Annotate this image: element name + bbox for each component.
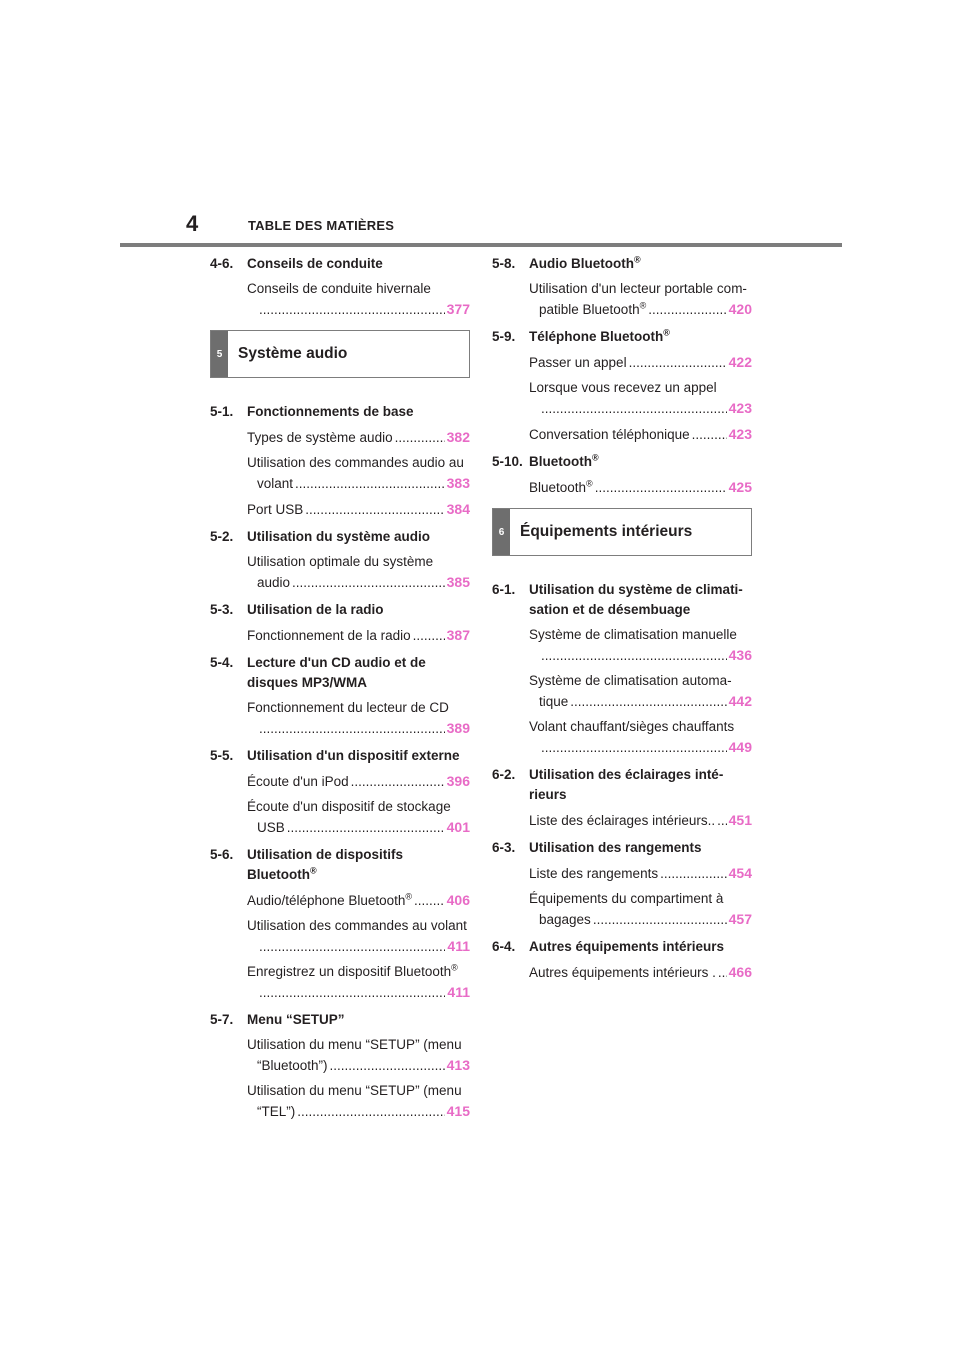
page-link[interactable]: 384 <box>446 501 470 517</box>
registered-mark: ® <box>663 327 670 338</box>
toc-entry[interactable] <box>247 279 470 320</box>
page-link[interactable]: 442 <box>728 693 752 709</box>
registered-mark: ® <box>633 254 641 265</box>
toc-entry[interactable] <box>529 424 752 445</box>
entry-label: Port USB <box>247 502 304 517</box>
section-title-cont: Bluetooth <box>247 867 310 882</box>
entry-label: Liste des éclairages intérieurs.. <box>529 813 716 828</box>
entry-label-cont: “TEL”) <box>257 1104 296 1119</box>
section-number: 5-6. <box>210 847 234 862</box>
toc-section-6-4 <box>492 935 752 983</box>
section-title-cont: disques MP3/WMA <box>247 675 368 690</box>
entry-label-cont: audio <box>257 575 291 590</box>
registered-mark: ® <box>405 891 413 902</box>
entry-label: Liste des rangements <box>529 866 659 881</box>
toc-entry[interactable] <box>247 916 470 957</box>
toc-section-5-9 <box>492 325 752 445</box>
entry-label: Système de climatisation automa- <box>529 673 732 688</box>
page-link[interactable]: 466 <box>728 964 752 980</box>
section-title: Téléphone Bluetooth <box>529 329 664 344</box>
toc-entry[interactable] <box>529 717 752 758</box>
toc-entry[interactable] <box>247 962 470 1003</box>
toc-entry[interactable] <box>247 797 470 838</box>
entry-label-cont: tique <box>539 694 569 709</box>
toc-section-5-6 <box>210 843 470 1003</box>
page-link[interactable]: 451 <box>728 812 752 828</box>
entry-label: Volant chauffant/sièges chauffants <box>529 719 735 734</box>
chapter-tab: 5 <box>211 331 228 377</box>
toc-entry[interactable] <box>247 698 470 739</box>
entry-label-cont: USB <box>257 820 285 835</box>
toc-entry[interactable] <box>529 863 752 884</box>
page-link[interactable]: 449 <box>728 739 752 755</box>
header-rule <box>120 243 842 247</box>
section-number: 6-2. <box>492 767 516 782</box>
entry-label: Bluetooth <box>529 480 587 495</box>
entry-label-cont: patible Bluetooth <box>539 302 640 317</box>
entry-label: Passer un appel <box>529 355 627 370</box>
page-link[interactable]: 423 <box>728 426 752 442</box>
section-title: Autres équipements intérieurs <box>529 939 725 954</box>
section-number: 5-5. <box>210 748 234 763</box>
section-number: 5-10. <box>492 454 523 469</box>
section-title: Utilisation de dispositifs <box>247 847 404 862</box>
page-link[interactable]: 415 <box>446 1103 470 1119</box>
section-title: Menu “SETUP” <box>247 1012 345 1027</box>
entry-label: Écoute d'un dispositif de stockage <box>247 799 451 814</box>
toc-column-right <box>492 252 752 983</box>
chapter-banner-6[interactable] <box>492 508 752 556</box>
page-title: TABLE DES MATIÈRES <box>248 218 395 233</box>
section-title: Lecture d'un CD audio et de <box>247 655 426 670</box>
section-number: 5-7. <box>210 1012 234 1027</box>
section-title: Utilisation du système de climati- <box>529 582 743 597</box>
toc-section-5-4 <box>210 651 470 739</box>
section-title-cont: rieurs <box>529 787 567 802</box>
entry-label: Types de système audio <box>247 430 393 445</box>
toc-entry[interactable] <box>529 477 752 498</box>
section-number: 5-1. <box>210 404 234 419</box>
entry-label: Conseils de conduite hivernale <box>247 281 431 296</box>
toc-section-5-2 <box>210 525 470 593</box>
toc-entry[interactable] <box>529 810 752 831</box>
entry-label: Audio/téléphone Bluetooth <box>247 893 406 908</box>
page-link[interactable]: 411 <box>447 938 470 954</box>
toc-entry[interactable] <box>247 625 470 646</box>
section-title: Utilisation des éclairages inté- <box>529 767 724 782</box>
toc-section-4-6 <box>210 252 470 320</box>
entry-label: Autres équipements intérieurs . <box>529 965 716 980</box>
entry-label: Conversation téléphonique <box>529 427 690 442</box>
entry-label: Utilisation d'un lecteur portable com- <box>529 281 747 296</box>
section-number: 5-4. <box>210 655 234 670</box>
section-title: Utilisation de la radio <box>247 602 384 617</box>
registered-mark: ® <box>592 452 599 463</box>
section-title: Utilisation des rangements <box>529 840 702 855</box>
page-link[interactable]: 396 <box>446 773 470 789</box>
page-link[interactable]: 377 <box>446 301 470 317</box>
toc-entry[interactable] <box>247 552 470 593</box>
page-link[interactable]: 436 <box>728 647 752 663</box>
chapter-banner-5[interactable] <box>210 330 470 378</box>
entry-label: Utilisation du menu “SETUP” (menu <box>247 1083 462 1098</box>
entry-label: Utilisation optimale du système <box>247 554 434 569</box>
toc-section-5-10 <box>492 450 752 498</box>
page-link[interactable]: 387 <box>446 627 470 643</box>
section-title: Conseils de conduite <box>247 256 383 271</box>
page-link[interactable]: 423 <box>728 400 752 416</box>
toc-section-5-5 <box>210 744 470 838</box>
toc-entry[interactable] <box>529 671 752 712</box>
entry-label: Utilisation des commandes au volant <box>247 918 467 933</box>
entry-label: Lorsque vous recevez un appel <box>529 380 717 395</box>
registered-mark: ® <box>586 478 593 489</box>
page-link[interactable]: 389 <box>446 720 470 736</box>
registered-mark: ® <box>639 300 647 311</box>
toc-entry[interactable] <box>247 427 470 448</box>
toc-entry[interactable] <box>247 771 470 792</box>
entry-label-cont: volant <box>257 476 294 491</box>
section-title-cont: sation et de désembuage <box>529 602 691 617</box>
page-link[interactable]: 385 <box>446 574 470 590</box>
entry-label: Fonctionnement du lecteur de CD <box>247 700 449 715</box>
section-title: Utilisation du système audio <box>247 529 431 544</box>
toc-entry[interactable] <box>247 499 470 520</box>
registered-mark: ® <box>310 865 317 876</box>
registered-mark: ® <box>451 962 458 973</box>
section-number: 6-1. <box>492 582 516 597</box>
page-link[interactable]: 406 <box>446 892 470 908</box>
chapter-title: Équipements intérieurs <box>520 523 693 540</box>
entry-label-cont: “Bluetooth”) <box>257 1058 328 1073</box>
page-link[interactable]: 382 <box>446 429 470 445</box>
toc-entry[interactable] <box>247 1081 470 1122</box>
page-link[interactable]: 454 <box>728 865 752 881</box>
page-header <box>0 0 960 250</box>
entry-label: Système de climatisation manuelle <box>529 627 737 642</box>
toc-entry[interactable] <box>247 890 470 911</box>
toc-entry[interactable] <box>529 625 752 666</box>
section-number: 5-3. <box>210 602 234 617</box>
entry-label-cont: bagages <box>539 912 591 927</box>
section-number: 5-2. <box>210 529 234 544</box>
toc-entry[interactable] <box>529 352 752 373</box>
toc-section-6-3 <box>492 836 752 930</box>
entry-label: Fonctionnement de la radio <box>247 628 411 643</box>
page-link[interactable]: 383 <box>446 475 470 491</box>
page-number: 4 <box>186 211 199 236</box>
entry-label: Utilisation du menu “SETUP” (menu <box>247 1037 462 1052</box>
entry-label: Utilisation des commandes audio au <box>247 455 464 470</box>
toc-section-5-3 <box>210 598 470 646</box>
chapter-tab: 6 <box>493 509 510 555</box>
entry-label: Équipements du compartiment à <box>529 891 724 906</box>
section-number: 5-8. <box>492 256 516 271</box>
section-number: 5-9. <box>492 329 516 344</box>
chapter-title: Système audio <box>238 345 348 362</box>
page-link[interactable]: 401 <box>446 819 470 835</box>
section-title: Bluetooth <box>529 454 592 469</box>
toc-entry[interactable] <box>529 889 752 930</box>
section-title: Audio Bluetooth <box>529 256 634 271</box>
page-link[interactable]: 413 <box>446 1057 470 1073</box>
section-number: 6-4. <box>492 939 516 954</box>
page-link[interactable]: 411 <box>447 984 470 1000</box>
section-number: 6-3. <box>492 840 516 855</box>
toc-section-5-8 <box>492 252 752 320</box>
toc-section-6-1 <box>492 578 752 758</box>
page-link[interactable]: 420 <box>728 301 752 317</box>
section-title: Fonctionnements de base <box>247 404 414 419</box>
entry-label: Écoute d'un iPod <box>247 774 349 789</box>
toc-section-6-2 <box>492 763 752 831</box>
entry-label: Enregistrez un dispositif Bluetooth <box>247 964 452 979</box>
page-link[interactable]: 457 <box>728 911 752 927</box>
toc-entry[interactable] <box>529 279 752 320</box>
toc-entry[interactable] <box>529 378 752 419</box>
section-number: 4-6. <box>210 256 234 271</box>
toc-entry[interactable] <box>247 453 470 494</box>
toc-column-left <box>210 252 470 1122</box>
page-link[interactable]: 425 <box>728 479 752 495</box>
section-title: Utilisation d'un dispositif externe <box>247 748 460 763</box>
toc-entry[interactable] <box>247 1035 470 1076</box>
toc-section-5-7 <box>210 1008 470 1122</box>
toc-section-5-1 <box>210 400 470 520</box>
page-link[interactable]: 422 <box>728 354 752 370</box>
toc-entry[interactable] <box>529 962 752 983</box>
